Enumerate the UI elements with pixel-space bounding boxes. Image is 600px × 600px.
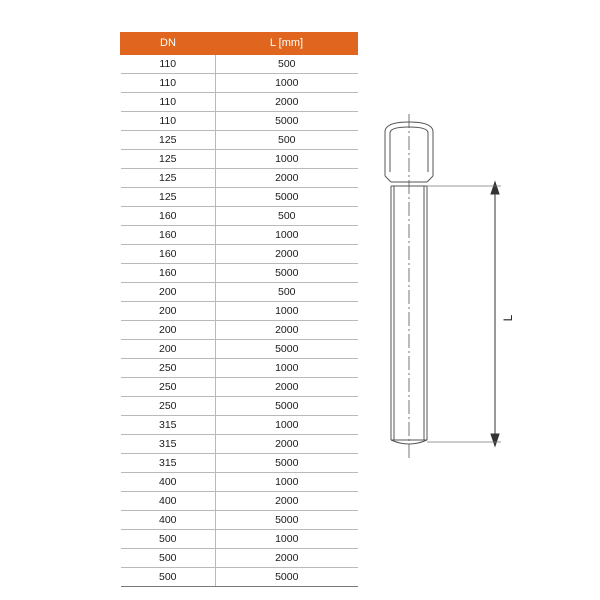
cell-length: 5000 [216, 511, 358, 530]
table-row [121, 473, 358, 492]
cell-length: 2000 [216, 93, 358, 112]
cell-dn: 315 [121, 454, 216, 473]
table-row [121, 359, 358, 378]
cell-dn: 110 [121, 74, 216, 93]
cell-dn: 200 [121, 321, 216, 340]
column-header-length: L [mm] [216, 33, 358, 55]
cell-dn: 200 [121, 283, 216, 302]
cell-length: 1000 [216, 359, 358, 378]
cell-length: 500 [216, 55, 358, 74]
spec-table-container [120, 32, 355, 587]
cell-length: 2000 [216, 549, 358, 568]
dimension-arrow-bottom [491, 434, 499, 446]
pipe-drawing-svg [365, 110, 585, 470]
cell-length: 1000 [216, 226, 358, 245]
cell-length: 2000 [216, 435, 358, 454]
table-row [121, 150, 358, 169]
cell-length: 500 [216, 207, 358, 226]
cell-dn: 160 [121, 226, 216, 245]
cell-length: 5000 [216, 397, 358, 416]
socket-shoulder-left [385, 176, 391, 182]
cell-dn: 110 [121, 112, 216, 131]
column-header-dn: DN [121, 33, 216, 55]
table-row [121, 226, 358, 245]
table-row [121, 55, 358, 74]
cell-length: 5000 [216, 340, 358, 359]
cell-dn: 250 [121, 378, 216, 397]
cell-dn: 315 [121, 435, 216, 454]
table-row [121, 511, 358, 530]
spec-table [120, 32, 358, 587]
cell-dn: 110 [121, 93, 216, 112]
table-row [121, 264, 358, 283]
cell-dn: 160 [121, 264, 216, 283]
cell-length: 2000 [216, 321, 358, 340]
table-row [121, 568, 358, 587]
cell-dn: 400 [121, 473, 216, 492]
cell-dn: 250 [121, 359, 216, 378]
cell-length: 2000 [216, 378, 358, 397]
cell-length: 2000 [216, 492, 358, 511]
table-row [121, 397, 358, 416]
pipe-technical-drawing [365, 110, 585, 470]
cell-dn: 125 [121, 150, 216, 169]
cell-dn: 125 [121, 131, 216, 150]
cell-dn: 200 [121, 340, 216, 359]
table-body [121, 55, 358, 587]
cell-length: 1000 [216, 473, 358, 492]
cell-dn: 400 [121, 492, 216, 511]
cell-dn: 160 [121, 245, 216, 264]
table-row [121, 283, 358, 302]
cell-length: 5000 [216, 112, 358, 131]
table-row [121, 340, 358, 359]
socket-shoulder-right [427, 176, 433, 182]
cell-length: 2000 [216, 245, 358, 264]
cell-length: 1000 [216, 530, 358, 549]
table-row [121, 131, 358, 150]
table-row [121, 492, 358, 511]
table-row [121, 93, 358, 112]
cell-dn: 110 [121, 55, 216, 74]
cell-dn: 125 [121, 188, 216, 207]
cell-length: 5000 [216, 264, 358, 283]
table-row [121, 169, 358, 188]
table-row [121, 530, 358, 549]
cell-dn: 500 [121, 530, 216, 549]
cell-dn: 250 [121, 397, 216, 416]
cell-length: 1000 [216, 302, 358, 321]
table-row [121, 454, 358, 473]
cell-length: 1000 [216, 74, 358, 93]
table-header-row [121, 33, 358, 55]
cell-dn: 500 [121, 549, 216, 568]
cell-dn: 125 [121, 169, 216, 188]
cell-dn: 315 [121, 416, 216, 435]
cell-length: 5000 [216, 188, 358, 207]
table-row [121, 112, 358, 131]
table-row [121, 416, 358, 435]
cell-dn: 200 [121, 302, 216, 321]
table-row [121, 207, 358, 226]
table-row [121, 245, 358, 264]
table-row [121, 321, 358, 340]
table-row [121, 188, 358, 207]
table-header [121, 33, 358, 55]
table-row [121, 549, 358, 568]
table-row [121, 302, 358, 321]
cell-length: 2000 [216, 169, 358, 188]
cell-length: 5000 [216, 568, 358, 587]
cell-dn: 160 [121, 207, 216, 226]
cell-length: 1000 [216, 416, 358, 435]
cell-length: 1000 [216, 150, 358, 169]
cell-length: 500 [216, 283, 358, 302]
table-row [121, 378, 358, 397]
cell-length: 500 [216, 131, 358, 150]
table-row [121, 74, 358, 93]
cell-dn: 500 [121, 568, 216, 587]
dimension-label-L: L [501, 314, 515, 322]
cell-dn: 400 [121, 511, 216, 530]
cell-length: 5000 [216, 454, 358, 473]
dimension-arrow-top [491, 182, 499, 194]
table-row [121, 435, 358, 454]
